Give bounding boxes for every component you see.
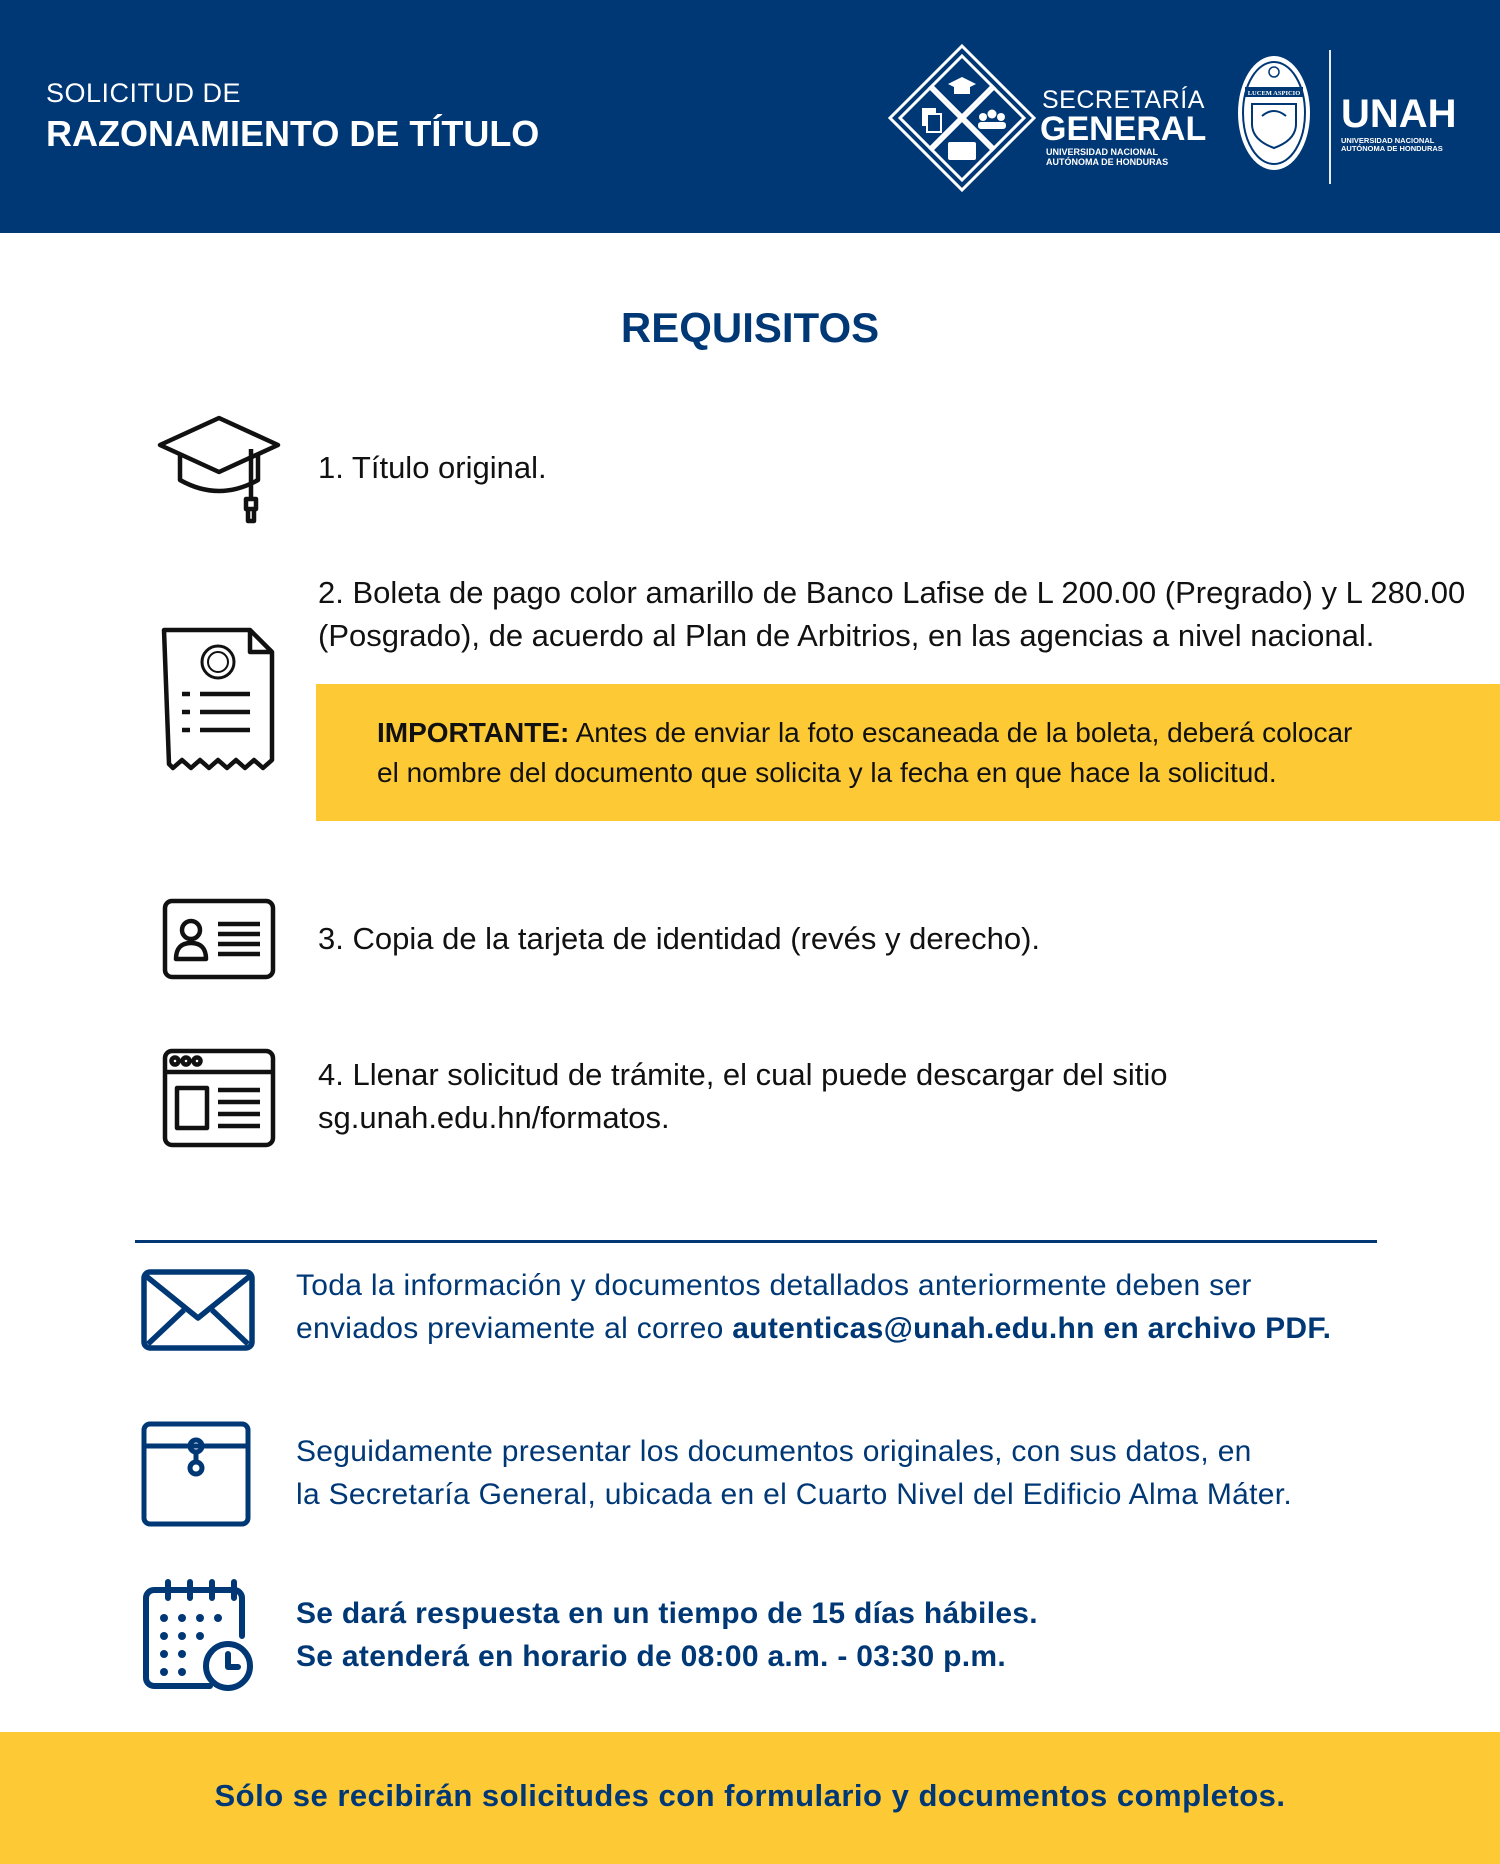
email-info-line2 <box>296 1307 1331 1350</box>
important-notice-text <box>377 713 1352 793</box>
requisito-4-line1: 4. Llenar solicitud de trámite, el cual puede descargar del sitio <box>318 1057 1168 1092</box>
important-label: IMPORTANTE: <box>377 717 570 748</box>
graduation-cap-icon <box>156 414 282 524</box>
requisito-4-line2: sg.unah.edu.hn/formatos. <box>318 1100 670 1135</box>
footer-notice: Sólo se recibirán solicitudes con formulario y documentos completos. <box>214 1778 1286 1813</box>
secretaria-general-logo <box>888 44 1036 192</box>
important-line2: el nombre del documento que solicita y la fecha en que hace la solicitud. <box>377 757 1277 788</box>
calendar-clock-icon <box>140 1578 256 1694</box>
seal-text: LUCEM ASPICIO <box>1247 90 1301 97</box>
office-hours-line: Se atenderá en horario de 08:00 a.m. - 03:30 p.m. <box>296 1640 1006 1673</box>
requisito-3: 3. Copia de la tarjeta de identidad (revés y derecho). <box>318 921 1041 956</box>
requisito-2-line2: (Posgrado), de acuerdo al Plan de Arbitrios, en las agencias a nivel nacional. <box>318 618 1375 653</box>
important-line1: Antes de enviar la foto escaneada de la boleta, deberá colocar <box>569 717 1353 748</box>
secretaria-subtitle-2: AUTÓNOMA DE HONDURAS <box>1046 157 1169 167</box>
header-divider <box>1329 50 1331 184</box>
section-divider <box>135 1240 1377 1243</box>
requisitos-title: REQUISITOS <box>620 304 880 351</box>
email-address: autenticas@unah.edu.hn en archivo PDF. <box>732 1312 1332 1345</box>
present-info-line1: Seguidamente presentar los documentos originales, con sus datos, en <box>296 1435 1252 1468</box>
browser-window-icon <box>162 1048 276 1148</box>
secretaria-subtitle-1: UNIVERSIDAD NACIONAL <box>1046 147 1159 157</box>
envelope-icon <box>140 1268 256 1352</box>
header-title-line1: SOLICITUD DE <box>46 78 242 108</box>
unah-seal-icon <box>1236 54 1312 172</box>
unah-subtitle-2: AUTÓNOMA DE HONDURAS <box>1341 144 1443 153</box>
unah-subtitle-1: UNIVERSIDAD NACIONAL <box>1341 136 1435 145</box>
receipt-document-icon <box>160 626 276 772</box>
general-word: GENERAL <box>1040 110 1207 148</box>
present-info-line2: la Secretaría General, ubicada en el Cuarto Nivel del Edificio Alma Máter. <box>296 1478 1293 1511</box>
id-card-icon <box>162 898 276 980</box>
email-info-line1: Toda la información y documentos detallados anteriormente deben ser <box>296 1269 1252 1302</box>
sealed-envelope-icon <box>140 1420 252 1528</box>
email-info-prefix: enviados previamente al correo <box>296 1312 733 1345</box>
requisito-1: 1. Título original. <box>318 450 547 485</box>
header-title-line2: RAZONAMIENTO DE TÍTULO <box>46 113 540 154</box>
secretaria-word: SECRETARÍA <box>1042 86 1205 114</box>
requisito-2-line1: 2. Boleta de pago color amarillo de Banco Lafise de L 200.00 (Pregrado) y L 280.00 <box>318 575 1466 610</box>
unah-logo-word: UNAH <box>1341 92 1457 136</box>
response-time-line: Se dará respuesta en un tiempo de 15 días hábiles. <box>296 1597 1038 1630</box>
